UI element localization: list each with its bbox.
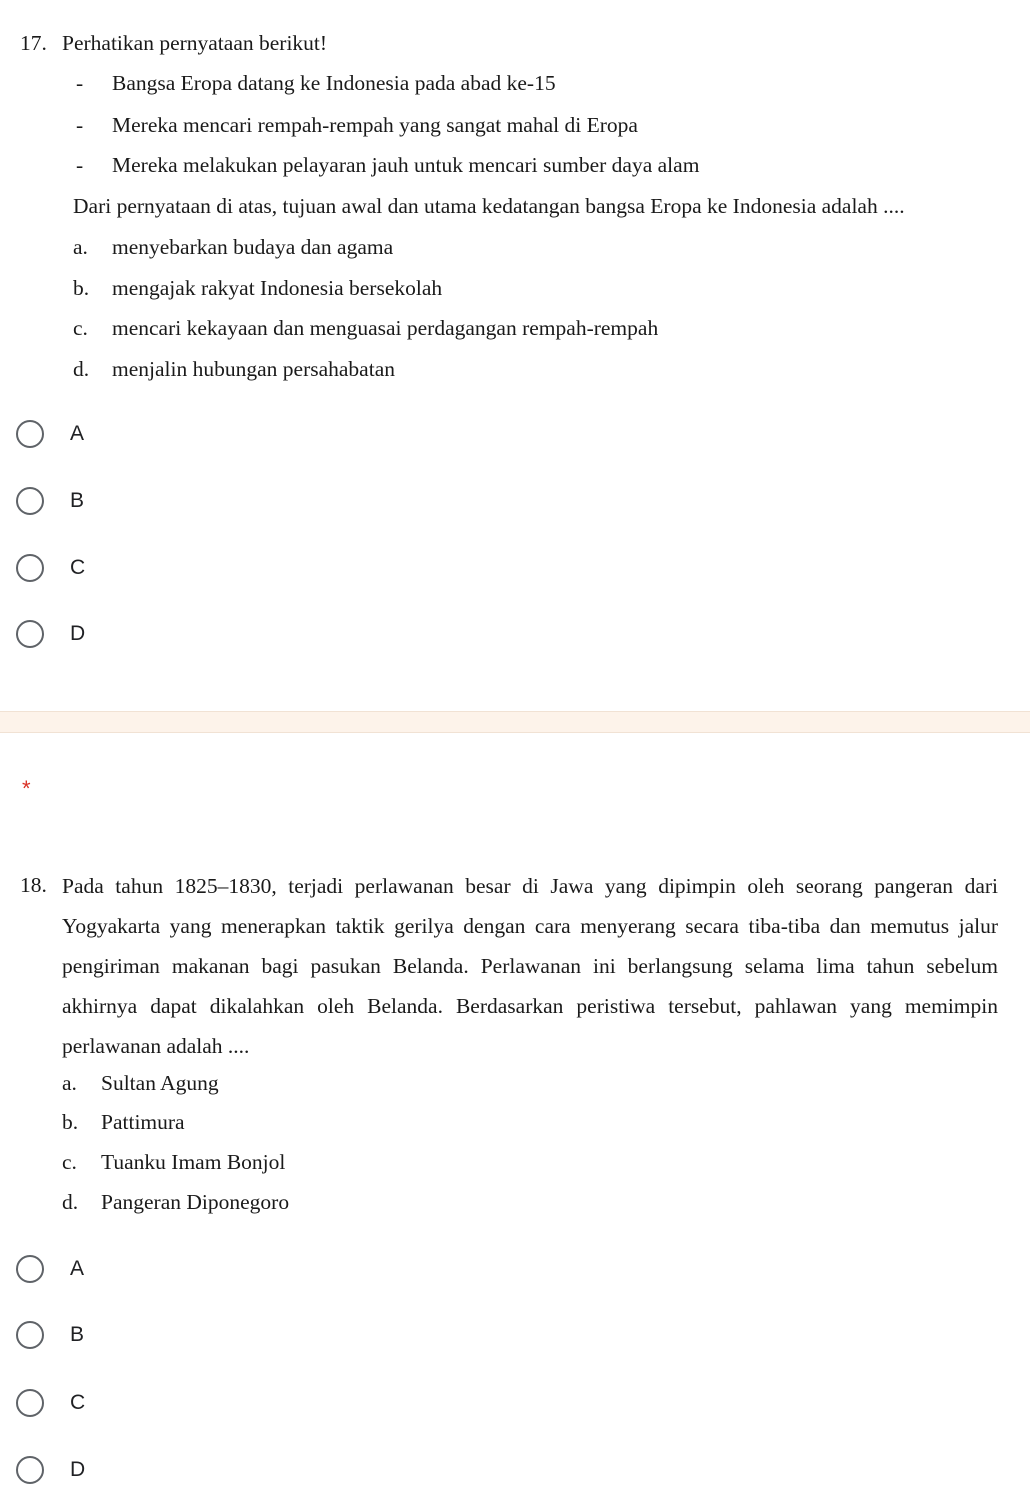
bullet-dash: - [76,71,84,95]
radio-option-b[interactable] [16,484,84,518]
question-text: Dari pernyataan di atas, tujuan awal dan utama kedatangan bangsa Eropa ke Indonesia adalah .... [73,194,905,218]
question-divider [0,711,1030,733]
question-number: 18. [20,873,47,897]
radio-label: D [70,622,86,645]
radio-circle-icon[interactable] [16,620,44,648]
bullet-statement: Mereka melakukan pelayaran jauh untuk mencari sumber daya alam [112,153,700,177]
option-letter: b. [73,276,90,300]
question-number: 17. [20,31,47,55]
option-text: Tuanku Imam Bonjol [101,1150,286,1174]
option-text: mengajak rakyat Indonesia bersekolah [112,276,443,300]
radio-label: A [70,422,85,445]
option-letter: c. [62,1150,77,1174]
option-text: Sultan Agung [101,1071,219,1095]
option-text: menyebarkan budaya dan agama [112,235,394,259]
bullet-dash: - [76,113,84,137]
radio-option-c[interactable] [16,1386,85,1420]
radio-circle-icon[interactable] [16,1389,44,1417]
radio-label: C [70,556,86,579]
question-intro: Perhatikan pernyataan berikut! [62,31,328,55]
bullet-statement: Bangsa Eropa datang ke Indonesia pada abad ke-15 [112,71,556,95]
option-letter: d. [73,357,90,381]
radio-label: D [70,1458,86,1481]
radio-option-d[interactable] [16,617,85,651]
radio-label: B [70,1323,85,1346]
option-text: menjalin hubungan persahabatan [112,357,395,381]
radio-circle-icon[interactable] [16,487,44,515]
bullet-dash: - [76,153,84,177]
radio-circle-icon[interactable] [16,554,44,582]
required-marker: * [22,776,31,801]
option-text: Pattimura [101,1110,185,1134]
radio-circle-icon[interactable] [16,1456,44,1484]
radio-option-b[interactable] [16,1318,84,1352]
radio-option-a[interactable] [16,417,84,451]
option-letter: c. [73,316,88,340]
option-letter: a. [62,1071,77,1095]
bullet-statement: Mereka mencari rempah-rempah yang sangat mahal di Eropa [112,113,638,137]
option-letter: a. [73,235,88,259]
radio-circle-icon[interactable] [16,420,44,448]
radio-option-a[interactable] [16,1252,84,1286]
option-text: mencari kekayaan dan menguasai perdagangan rempah-rempah [112,316,659,340]
radio-option-c[interactable] [16,551,85,585]
radio-label: C [70,1391,86,1414]
radio-label: B [70,489,85,512]
radio-option-d[interactable] [16,1453,85,1487]
option-letter: b. [62,1110,79,1134]
radio-label: A [70,1257,85,1280]
option-text: Pangeran Diponegoro [101,1190,290,1214]
option-letter: d. [62,1190,79,1214]
question-text: Pada tahun 1825–1830, terjadi perlawanan besar di Jawa yang dipimpin oleh seorang pangeran dari Yogyakarta yang menerapkan taktik gerilya dengan cara menyerang secara tiba-tiba dan memutus jalur pengiriman makanan bagi pasukan Belanda. Perlawanan ini berlangsung selama lima tahun sebelum akhirnya dapat dikalahkan oleh Belanda. Berdasarkan peristiwa tersebut, pahlawan yang memimpin perlawanan adalah .... [62,874,998,1058]
radio-circle-icon[interactable] [16,1321,44,1349]
radio-circle-icon[interactable] [16,1255,44,1283]
